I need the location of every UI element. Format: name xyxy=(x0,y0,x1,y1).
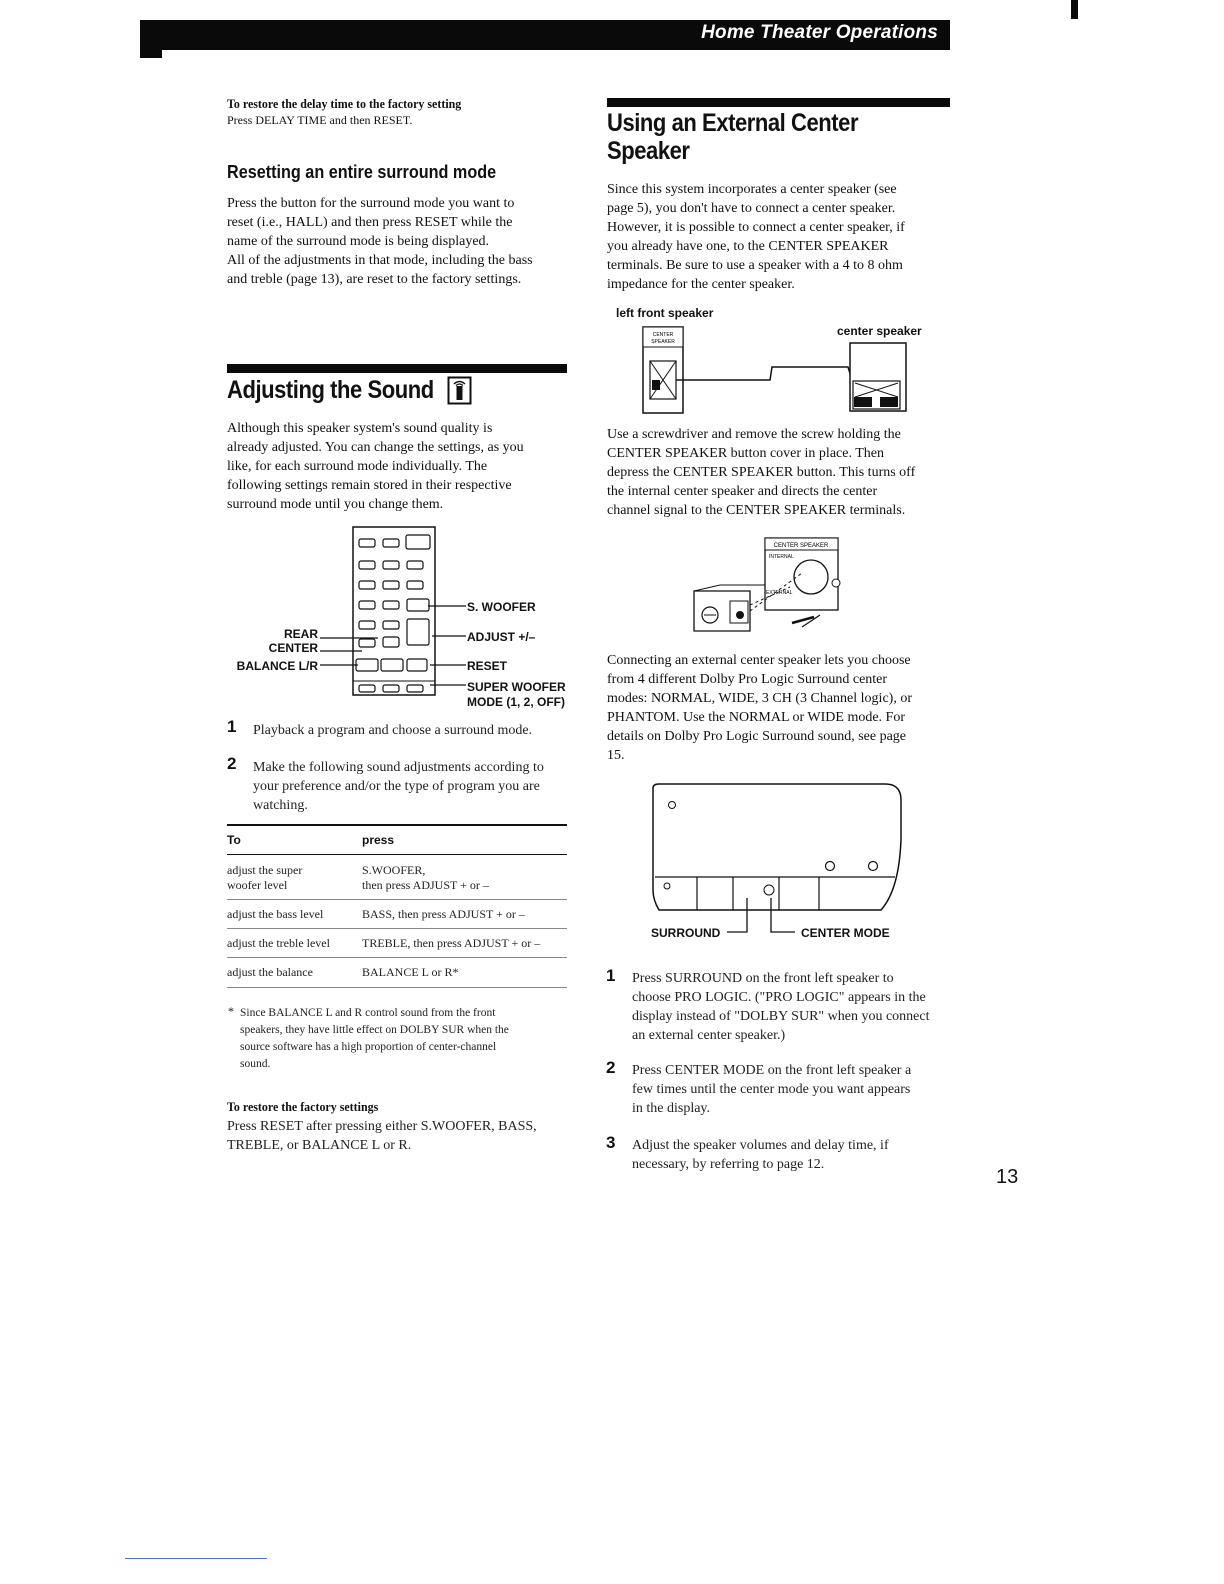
page-number: 13 xyxy=(996,1166,1019,1188)
adjusting-title-text: Adjusting the Sound xyxy=(227,376,434,404)
delay-restore-text: Press DELAY TIME and then RESET. xyxy=(227,113,413,127)
cell-line: adjust the super xyxy=(227,863,303,877)
label-reset: RESET xyxy=(467,659,508,673)
text-line: depress the CENTER SPEAKER button. This turns off xyxy=(607,465,916,480)
wiring-diagram xyxy=(640,325,915,420)
text-line: Playback a program and choose a surround mode. xyxy=(253,723,533,738)
label-left-front-speaker: left front speaker xyxy=(616,306,714,320)
step-number: 2 xyxy=(606,1058,616,1077)
text-line: following settings remain stored in their respective xyxy=(227,478,512,493)
step-text xyxy=(632,1061,911,1118)
corner-mark xyxy=(1071,0,1078,19)
text-line: sound. xyxy=(240,1058,271,1070)
table-cell: TREBLE, then press ADJUST + or – xyxy=(362,936,541,950)
label-center: CENTER xyxy=(268,641,318,655)
text-line: details on Dolby Pro Logic Surround sound, see page xyxy=(607,729,907,744)
text-line: source software has a high proportion of center-channel xyxy=(240,1041,497,1053)
delay-restore-heading: To restore the delay time to the factory setting xyxy=(227,96,462,111)
label-super-woofer: SUPER WOOFER xyxy=(467,680,566,694)
connect-text xyxy=(607,651,952,765)
step-text xyxy=(253,758,544,815)
text-line: TREBLE, or BALANCE L or R. xyxy=(227,1138,412,1153)
cell-line: S.WOOFER, xyxy=(362,863,426,877)
footnote-text xyxy=(240,1005,509,1073)
text-line: name of the surround mode is being displayed. xyxy=(227,234,490,249)
title-line: Speaker xyxy=(607,137,690,165)
table-cell: adjust the treble level xyxy=(227,936,330,950)
text-line: Adjust the speaker volumes and delay time, if xyxy=(632,1138,889,1153)
switch-label: CENTER SPEAKER xyxy=(773,543,829,549)
external-center-title xyxy=(607,109,858,165)
text-line: impedance for the center speaker. xyxy=(607,277,795,292)
bottom-line xyxy=(125,1558,267,1559)
table-cell: adjust the bass level xyxy=(227,907,324,921)
text-line: few times until the center mode you want appears xyxy=(632,1082,911,1097)
label-balance: BALANCE L/R xyxy=(236,659,318,673)
text-line: All of the adjustments in that mode, including the bass xyxy=(227,253,533,268)
external-intro xyxy=(607,180,952,294)
text-line: reset (i.e., HALL) and then press RESET while the xyxy=(227,215,513,230)
text-line: Although this speaker system's sound quality is xyxy=(227,421,493,436)
restore-factory-heading: To restore the factory settings xyxy=(227,1099,379,1114)
text-line: surround mode until you change them. xyxy=(227,497,444,512)
text-line: like, for each surround mode individually. The xyxy=(227,459,488,474)
text-line: already adjusted. You can change the settings, as you xyxy=(227,440,524,455)
text-line: Make the following sound adjustments according to xyxy=(253,760,544,775)
title-line: Using an External Center xyxy=(607,109,859,137)
text-line: in the display. xyxy=(632,1101,711,1116)
text-line: from 4 different Dolby Pro Logic Surround center xyxy=(607,672,888,687)
header-title: Home Theater Operations xyxy=(701,22,938,43)
front-panel-illustration xyxy=(645,780,910,940)
step-number: 3 xyxy=(606,1133,616,1152)
text-line: an external center speaker.) xyxy=(632,1028,786,1043)
adjusting-title xyxy=(227,376,434,404)
switch-label: INTERNAL xyxy=(769,554,794,560)
text-line: you already have one, to the CENTER SPEAKER xyxy=(607,239,889,254)
switch-label: EXTERNAL xyxy=(766,590,793,596)
step-text xyxy=(253,721,532,740)
label-surround: SURROUND xyxy=(651,926,721,940)
table-cell: BALANCE L or R* xyxy=(362,965,459,979)
cell-line: woofer level xyxy=(227,878,288,892)
step-text xyxy=(632,1136,889,1174)
restore-factory-text xyxy=(227,1117,537,1155)
adjusting-intro xyxy=(227,419,572,514)
text-line: CENTER SPEAKER button cover in place. Then xyxy=(607,446,884,461)
text-line: the internal center speaker and directs the center xyxy=(607,484,878,499)
text-line: terminals. Be sure to use a speaker with a 4 to 8 ohm xyxy=(607,258,903,273)
screw-instructions xyxy=(607,425,952,520)
table-cell: adjust the balance xyxy=(227,965,313,979)
text-line: Press SURROUND on the front left speaker to xyxy=(632,971,894,986)
text-line: Since BALANCE L and R control sound from the front xyxy=(240,1007,496,1019)
text-line: Use a screwdriver and remove the screw holding the xyxy=(607,427,901,442)
table-row xyxy=(227,958,567,988)
text-line: Press the button for the surround mode you want to xyxy=(227,196,515,211)
footnote-mark: * xyxy=(228,1004,234,1018)
text-line: PHANTOM. Use the NORMAL or WIDE mode. For xyxy=(607,710,905,725)
center-speaker-switch-illustration xyxy=(690,535,850,635)
table-row xyxy=(227,929,567,958)
text-line: and treble (page 13), are reset to the factory settings. xyxy=(227,272,522,287)
table-header: press xyxy=(362,833,395,847)
text-line: However, it is possible to connect a center speaker, if xyxy=(607,220,905,235)
label-center-speaker: center speaker xyxy=(837,324,922,338)
table-cell xyxy=(362,855,567,900)
table-header-row xyxy=(227,825,567,855)
text-line: Press RESET after pressing either S.WOOFER, BASS, xyxy=(227,1119,537,1134)
step-number: 1 xyxy=(227,717,237,736)
header-bar xyxy=(140,20,950,50)
terminal-label: CENTER xyxy=(652,332,674,338)
text-line: modes: NORMAL, WIDE, 3 CH (3 Channel logic), or xyxy=(607,691,912,706)
header-tick xyxy=(140,48,162,58)
remote-icon xyxy=(447,376,473,406)
text-line: 15. xyxy=(607,748,625,763)
label-rear: REAR xyxy=(283,627,318,641)
label-s-woofer: S. WOOFER xyxy=(467,600,536,614)
table-row xyxy=(227,900,567,929)
text-line: necessary, by referring to page 12. xyxy=(632,1157,825,1172)
step-number: 1 xyxy=(606,966,616,985)
cell-line: then press ADJUST + or – xyxy=(362,878,489,892)
remote-callout-lines xyxy=(320,595,470,695)
section-rule-external xyxy=(607,98,950,107)
label-center-mode: CENTER MODE xyxy=(801,926,890,940)
text-line: watching. xyxy=(253,798,308,813)
text-line: speakers, they have little effect on DOLBY SUR when the xyxy=(240,1024,509,1036)
text-line: page 5), you don't have to connect a center speaker. xyxy=(607,201,896,216)
text-line: channel signal to the CENTER SPEAKER terminals. xyxy=(607,503,906,518)
table-header: To xyxy=(227,833,241,847)
label-adjust: ADJUST +/– xyxy=(467,630,536,644)
text-line: choose PRO LOGIC. ("PRO LOGIC" appears in the xyxy=(632,990,926,1005)
text-line: display instead of "DOLBY SUR" when you connect xyxy=(632,1009,930,1024)
section-rule-adjusting xyxy=(227,364,567,373)
table-row xyxy=(227,855,567,900)
table-cell xyxy=(227,855,362,900)
text-line: Since this system incorporates a center speaker (see xyxy=(607,182,897,197)
adjust-table xyxy=(227,824,567,988)
reset-mode-heading: Resetting an entire surround mode xyxy=(227,162,497,182)
table-cell: BASS, then press ADJUST + or – xyxy=(362,907,525,921)
step-text xyxy=(632,969,929,1045)
text-line: Connecting an external center speaker lets you choose xyxy=(607,653,911,668)
step-number: 2 xyxy=(227,754,237,773)
reset-mode-text xyxy=(227,194,572,289)
text-line: your preference and/or the type of program you are xyxy=(253,779,540,794)
terminal-label: SPEAKER xyxy=(651,339,675,345)
text-line: Press CENTER MODE on the front left speaker a xyxy=(632,1063,912,1078)
label-super-woofer-mode: MODE (1, 2, OFF) xyxy=(467,695,566,709)
